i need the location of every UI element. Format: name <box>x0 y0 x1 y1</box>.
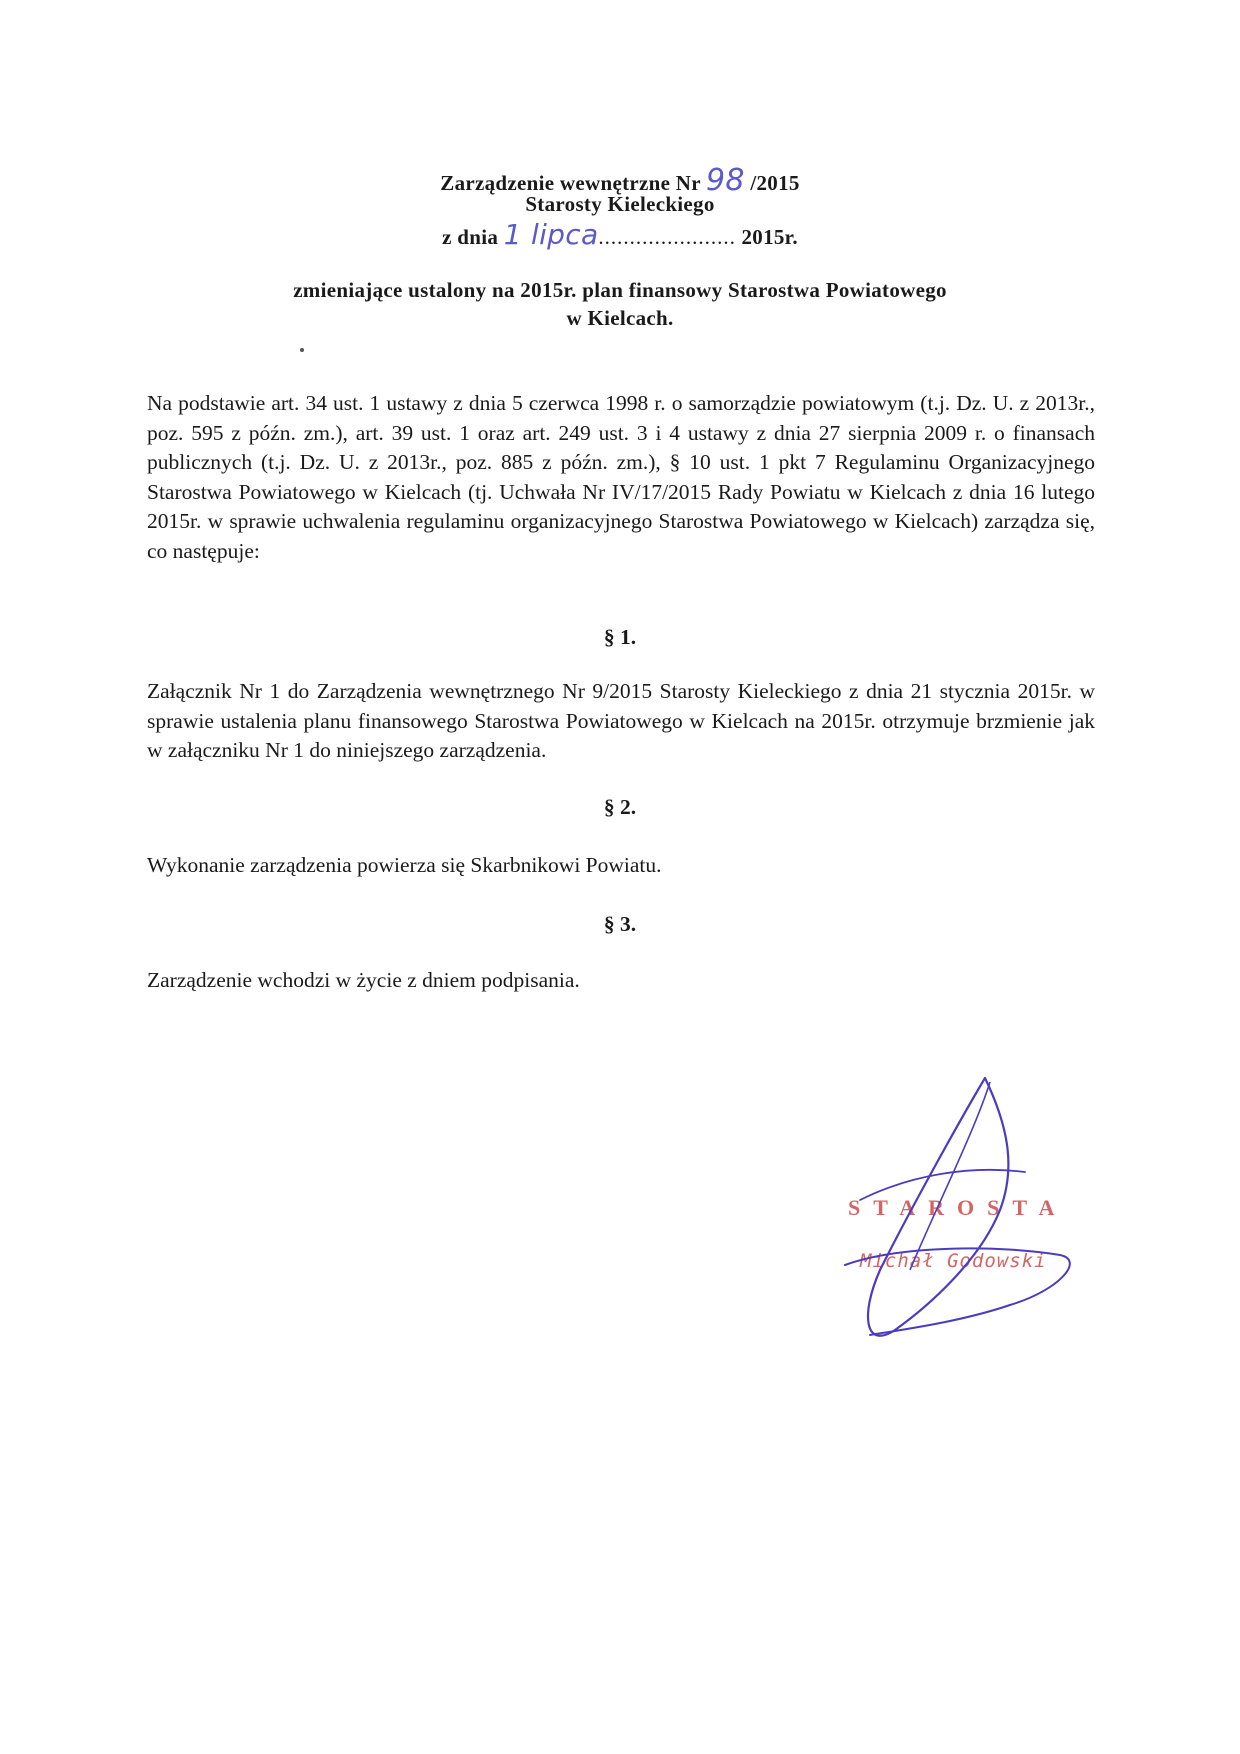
stamp-name: Michał Godowski <box>860 1250 1047 1272</box>
subject-line-1: zmieniające ustalony na 2015r. plan finansowy Starostwa Powiatowego <box>293 278 947 302</box>
section-text-3: Zarządzenie wchodzi w życie z dniem podpisania. <box>147 968 580 992</box>
stamp-title: STAROSTA <box>848 1195 1068 1220</box>
title-suffix: /2015 <box>750 171 800 195</box>
signature-scribble <box>840 1060 1080 1340</box>
section-mark-3: § 3. <box>603 912 637 936</box>
section-mark-1: § 1. <box>603 625 637 649</box>
title-prefix: Zarządzenie wewnętrzne Nr <box>440 171 701 195</box>
date-line <box>0 218 1240 251</box>
handwritten-date: 1 lipca <box>503 218 599 251</box>
section-mark-2: § 2. <box>603 795 637 819</box>
subject-line-2: w Kielcach. <box>566 306 674 330</box>
section-text-2: Wykonanie zarządzenia powierza się Skarbnikowi Powiatu. <box>147 853 662 877</box>
scan-speck <box>300 348 304 352</box>
section-text-1: Załącznik Nr 1 do Zarządzenia wewnętrznego Nr 9/2015 Starosty Kieleckiego z dnia 21 stycznia 2015r. w sprawie ustalenia planu finansowego Starostwa Powiatowego w Kielcach na 2015r. otrzymuje brzmienie jak w załączniku Nr 1 do niniejszego zarządzenia. <box>147 679 1095 762</box>
issuer-line: Starosty Kieleckiego <box>525 192 715 216</box>
handwritten-number: 98 <box>706 163 745 198</box>
date-suffix: 2015r. <box>741 225 798 249</box>
date-dots: ...................... <box>598 225 736 249</box>
preamble-paragraph: Na podstawie art. 34 ust. 1 ustawy z dnia 5 czerwca 1998 r. o samorządzie powiatowym (t.j. Dz. U. z 2013r., poz. 595 z późn. zm.), art. 39 ust. 1 oraz art. 249 ust. 3 i 4 ustawy z dnia 27 sierpnia 2009 r. o finansach publicznych (t.j. Dz. U. z 2013r., poz. 885 z późn. zm.), § 10 ust. 1 pkt 7 Regulaminu Organizacyjnego Starostwa Powiatowego w Kielcach (tj. Uchwała Nr IV/17/2015 Rady Powiatu w Kielcach z dnia 16 lutego 2015r. w sprawie uchwalenia regulaminu organizacyjnego Starostwa Powiatowego w Kielcach) zarządza się, co następuje: <box>147 391 1095 563</box>
date-prefix: z dnia <box>442 225 499 249</box>
